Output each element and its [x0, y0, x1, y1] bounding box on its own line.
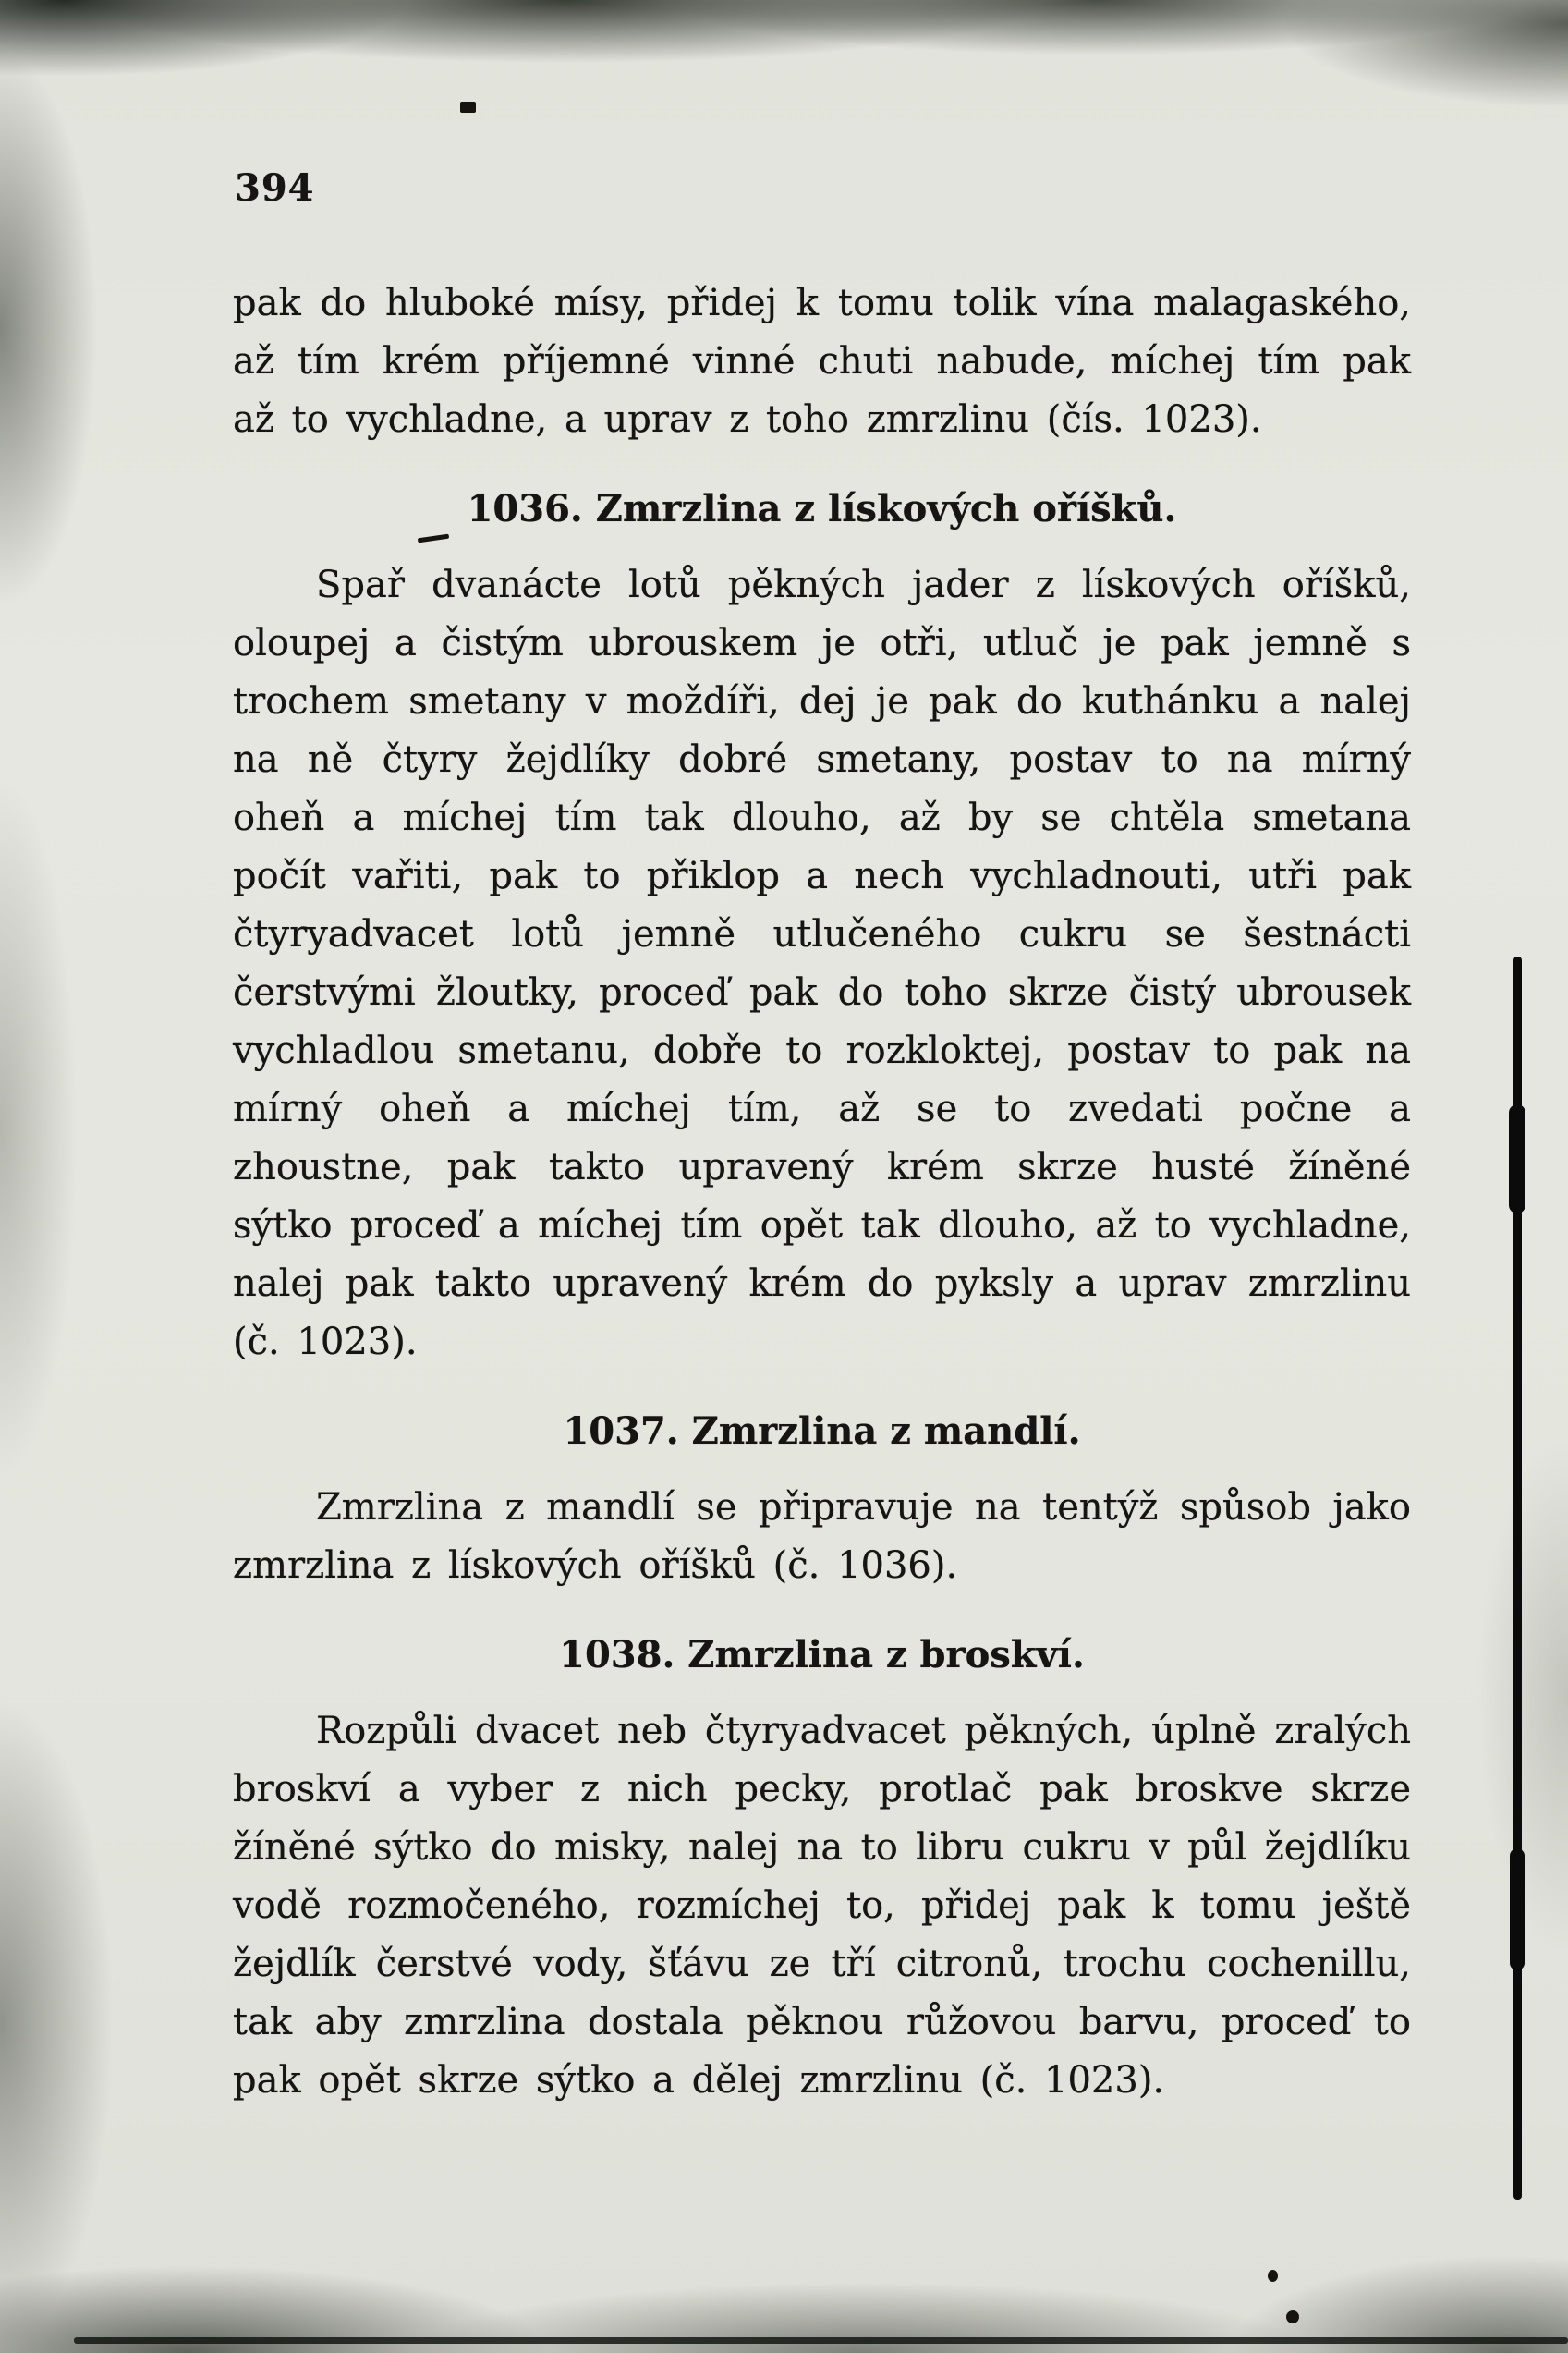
recipe-heading-1038: 1038. Zmrzlina z broskví.: [559, 1633, 1085, 1676]
recipe-body-1038: Rozpůli dvacet neb čtyryadvacet pěkných, úplně zralých broskví a vyber z nich pecky, protlač pak broskve skrze žíněné sýtko do misky, nalej na to libru cukru v půl žejdlíku vodě rozmočeného, rozmíchej to, přidej pak k tomu ještě žejdlík čerstvé vody, šťávu ze tří citronů, trochu cochenillu, tak aby zmrzlina dostala pěknou růžovou barvu, proceď to pak opět skrze sýtko a dělej zmrzlinu (č. 1023).: [233, 1710, 1411, 2102]
binding-shadow-blob: [1510, 1848, 1525, 1970]
recipe-heading-1036: 1036. Zmrzlina z lískových oříšků.: [467, 487, 1177, 530]
ink-speck: [1268, 2270, 1278, 2282]
recipe-body-1036: Spař dvanácte lotů pěkných jader z lískových oříšků, oloupej a čistým ubrouskem je otři, utluč je pak jemně s trochem smetany v moždíři, dej je pak do kuthánku a nalej na ně čtyry žejdlíky dobré smetany, postav to na mírný oheň a míchej tím tak dlouho, až by se chtěla smetana počít vařiti, pak to přiklop a nech vychladnouti, utři pak čtyryadvacet lotů jemně utlučeného cukru se šestnácti čerstvými žloutky, proceď pak do toho skrze čistý ubrousek vychladlou smetanu, dobře to rozkloktej, postav to pak na mírný oheň a míchej tím, až se to zvedati počne a zhoustne, pak takto upravený krém skrze husté žíněné sýtko proceď a míchej tím opět tak dlouho, až to vychladne, nalej pak takto upravený krém do pyksly a uprav zmrzlinu (č. 1023).: [233, 564, 1411, 1363]
recipe-heading-1037: 1037. Zmrzlina z mandlí.: [563, 1409, 1081, 1453]
ink-speck: [1286, 2310, 1299, 2323]
scan-edge-shadow-bottom: [74, 2337, 1568, 2344]
paragraph-continuation: pak do hluboké mísy, přidej k tomu tolik vína malagaského, až tím krém příjemné vinné chuti nabude, míchej tím pak až to vychladne, a uprav z toho zmrzlinu (čís. 1023).: [233, 282, 1411, 441]
binding-shadow-blob: [1509, 1104, 1525, 1213]
recipe-body-1037: Zmrzlina z mandlí se připravuje na tentýž spůsob jako zmrzlina z lískových oříšků (č. 1036).: [233, 1486, 1411, 1587]
page-content: [233, 148, 1411, 2114]
page-number: 394: [235, 166, 315, 210]
ink-speck: [460, 102, 476, 113]
